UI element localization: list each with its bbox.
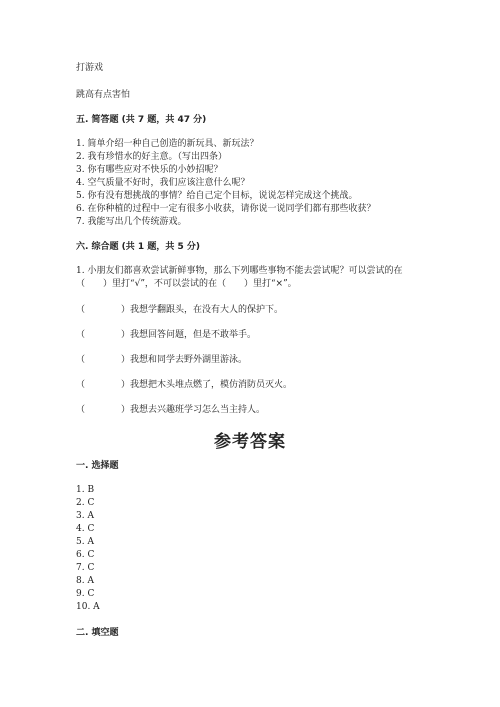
question-item: 3. 你有哪些应对不快乐的小妙招呢？ <box>76 165 223 175</box>
option-line: （ ）我想学翻跟头，在没有大人的保护下。 <box>76 305 284 315</box>
answer-item: 3. A <box>76 511 94 521</box>
section-heading-choice: 一. 选择题 <box>76 461 119 471</box>
answer-line: 跳高有点害怕 <box>76 90 131 100</box>
option-line: （ ）我想去兴趣班学习怎么当主持人。 <box>76 405 266 415</box>
option-line: （ ）我想和同学去野外湖里游泳。 <box>76 355 248 365</box>
question-item: 5. 你有没有想挑战的事情？给自己定个目标，说说怎样完成这个挑战。 <box>76 191 358 201</box>
question-item: 7. 我能写出几个传统游戏。 <box>76 217 187 227</box>
answer-line: 打游戏 <box>76 63 104 73</box>
option-line: （ ）我想回答问题，但是不敢举手。 <box>76 330 257 340</box>
answer-item: 2. C <box>76 498 95 508</box>
question-item: 6. 在你种植的过程中一定有很多小收获，请你说一说同学们都有那些收获？ <box>76 204 376 214</box>
question-item: 2. 我有珍惜水的好主意。（写出四条） <box>76 152 227 162</box>
answer-item: 10. A <box>76 602 100 612</box>
answer-item: 5. A <box>76 537 94 547</box>
answer-item: 8. A <box>76 576 94 586</box>
answer-item: 9. C <box>76 589 95 599</box>
question-text: 1. 小朋友们都喜欢尝试新鲜事物，那么下列哪些事物不能去尝试呢？可以尝试的在（ ）里打“√”，不可以尝试的在（ ）里打“×”。 <box>76 266 403 289</box>
answer-item: 4. C <box>76 524 95 534</box>
question-item: 4. 空气质量不好时，我们应该注意什么呢？ <box>76 178 250 188</box>
answers-title: 参考答案 <box>214 432 286 452</box>
question-item: 1. 简单介绍一种自己创造的新玩具、新玩法？ <box>76 139 259 149</box>
answer-item: 6. C <box>76 550 95 560</box>
option-line: （ ）我想把木头堆点燃了，模仿消防员灭火。 <box>76 380 293 390</box>
answer-item: 1. B <box>76 485 95 495</box>
section-heading-comprehensive: 六. 综合题 (共 1 题，共 5 分) <box>76 242 200 252</box>
section-heading-fill-blank: 二. 填空题 <box>76 628 119 638</box>
answer-item: 7. C <box>76 563 95 573</box>
section-heading-short-answer: 五. 简答题 (共 7 题，共 47 分) <box>76 115 207 125</box>
